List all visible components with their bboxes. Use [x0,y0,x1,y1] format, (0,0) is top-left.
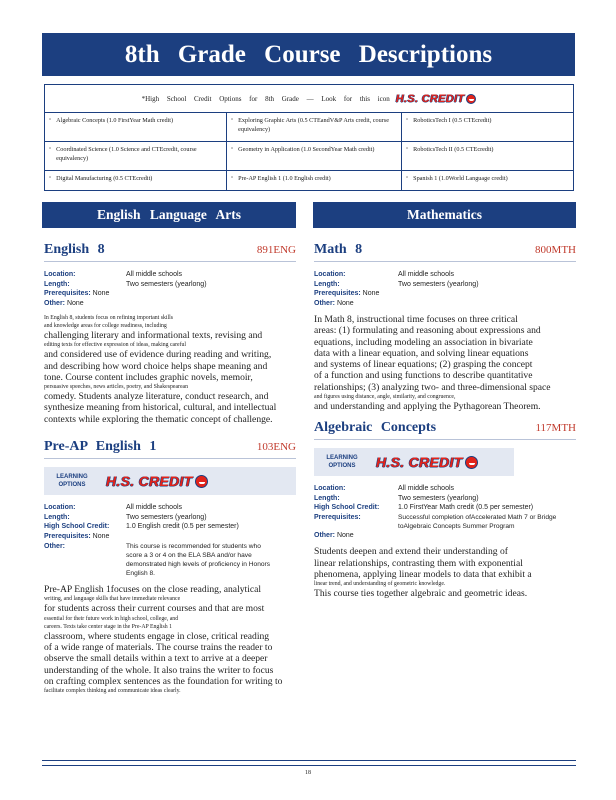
math-column [314,242,576,600]
course-math-8 [314,242,576,412]
description-line: of a function and using functions to describe quantitative [314,370,533,382]
hs-credit-badge-text: H.S. CREDIT [106,473,193,490]
hs-credit-course-text: Geometry in Application (1.0 SecondYear Math credit) [238,146,375,153]
course-info [44,503,296,578]
learning-options-box [314,448,514,476]
description-line: on crafting complex sentences as the foundation for writing to [44,675,283,687]
course-title: English 8 [44,242,105,257]
course-description [44,584,296,695]
hs-credit-label: High School Credit: [314,504,380,512]
course-code: 117MTH [535,422,576,435]
description-line: linear relationships, contrasting them with exponential [314,557,523,569]
course-code: 103ENG [256,441,296,454]
description-line: and knowledge areas for college readiness, including [44,323,167,329]
hs-credit-badge [106,473,208,489]
hs-credit-badge [376,454,478,470]
location-label: Location: [314,485,346,493]
other-value: None [66,299,84,307]
location-value: All middle schools [126,271,183,278]
hs-credit-course-item [45,142,227,171]
description-line: challenging literary and informational texts, revising and [44,330,263,341]
description-line: for students across their current courses and that are most [44,603,265,615]
length-label: Length: [44,280,70,288]
learning-options-label: LEARNING OPTIONS [326,455,358,470]
bullet-icon: ▫ [406,117,409,123]
length-value: Two semesters (yearlong) [398,280,479,288]
course-code: 800MTH [535,244,576,256]
hs-credit-badge [396,93,477,105]
prerequisites-value: None [92,290,110,297]
length-label: Length: [314,494,340,502]
description-line: areas: (1) formulating and reasoning about expressions and [314,325,541,337]
course-algebraic-concepts [314,420,576,599]
description-line: essential for their future work in high school, college, and [44,615,179,622]
description-line: and figures using distance, angle, similarity, and congruence, [314,394,456,401]
hs-credit-courses-grid [45,113,573,191]
description-line: facilitate complex thinking and communicate ideas clearly. [44,688,181,695]
length-value: Two semesters (yearlong) [398,494,479,502]
hs-credit-course-text: Coordinated Science (1.0 Science and CTEcredit, course equivalency) [56,146,197,162]
description-line: In Math 8, instructional time focuses on three critical [314,314,518,325]
footer-divider [42,760,576,766]
other-label: Other: [314,531,335,539]
description-line: contexts while exploring the thematic concept of challenge. [44,413,273,425]
description-line: relationships; (3) analyzing two- and three-dimensional space [314,381,551,393]
hs-credit-course-text: Pre-AP English 1 (1.0 English credit) [238,175,331,182]
description-line: and systems of linear equations; (2) grasping the concept [314,359,533,371]
smiley-icon [195,475,208,488]
bullet-icon: ▫ [49,175,52,181]
description-line: comedy. Students analyze literature, conduct research, and [44,391,269,403]
description-line: persuasive speeches, news articles, poetry, and Shakespearean [44,384,189,391]
page-title: 8th Grade Course Descriptions [42,33,575,76]
description-line: Students deepen and extend their understanding of [314,546,508,558]
prerequisites-label: Prerequisites: [314,290,361,297]
bullet-icon: ▫ [49,117,52,123]
bullet-icon: ▫ [231,146,234,152]
prerequisites-value: Successful completion ofAccelerated Math 7 or Bridge toAlgebraic Concepts Summer Program [398,513,557,530]
length-value: Two semesters (yearlong) [126,280,207,288]
prerequisites-label: Prerequisites: [314,513,361,521]
location-value: All middle schools [398,485,455,493]
course-info [314,484,576,540]
location-label: Location: [44,504,76,512]
course-title: Math 8 [314,242,363,257]
hs-credit-course-item [402,142,573,171]
location-label: Location: [44,271,76,278]
hs-credit-course-text: RoboticsTech I (0.5 CTEcredit) [413,117,492,124]
hs-credit-course-text: RoboticsTech II (0.5 CTEcredit) [413,146,494,153]
ela-column [44,242,296,695]
description-line: writing, and language skills that have immediate relevance [44,596,181,603]
description-line: and understanding and applying the Pythagorean Theorem. [314,401,541,413]
length-label: Length: [314,280,340,288]
prerequisites-label: Prerequisites: [44,532,91,540]
course-header [44,439,296,459]
description-line: This course ties together algebraic and geometric ideas. [314,588,528,600]
other-value: None [336,299,354,307]
smiley-icon [465,456,478,469]
hs-credit-badge-text: H.S. CREDIT [376,454,463,471]
description-line: of a wide range of materials. The course trains the reader to [44,641,273,653]
course-code: 891ENG [256,244,296,256]
hs-credit-badge-text: H.S. CREDIT [395,92,465,105]
hs-credit-course-text: Algebraic Concepts (1.0 FirstYear Math credit) [56,117,174,124]
location-value: All middle schools [398,271,455,278]
course-english-8 [44,242,296,425]
other-label: Other: [314,299,335,307]
course-description [314,546,576,599]
course-description [44,314,296,425]
prerequisites-value: None [92,532,110,540]
hs-credit-options-text: *High School Credit Options for 8th Grade — Look for this icon [141,94,390,103]
description-line: editing texts for effective expression of ideas, making careful [44,342,187,349]
learning-options-label: LEARNING OPTIONS [56,474,88,489]
course-header [44,242,296,262]
hs-credit-options-box [44,84,574,191]
bullet-icon: ▫ [231,117,234,123]
description-line: equations, including modeling an association in bivariate [314,336,533,348]
description-line: synthesize meaning from historical, cultural, and intellectual [44,402,277,414]
hs-credit-course-item [227,113,402,142]
smiley-icon [466,94,476,104]
other-value: None [336,531,354,539]
course-description [314,314,576,412]
course-info [44,270,296,308]
hs-credit-course-item [45,113,227,142]
hs-credit-options-header [45,85,573,113]
hs-credit-course-text: Exploring Graphic Arts (0.5 CTEandV&P Arts credit, course equivalency) [238,117,389,133]
description-line: data with a linear equation, and solving linear equations [314,347,529,359]
description-line: and considered use of evidence during reading and writing, [44,349,272,361]
bullet-icon: ▫ [406,146,409,152]
description-line: phenomena, applying linear models to data that exhibit a [314,568,532,580]
location-label: Location: [314,271,346,278]
description-line: and describing how word choice helps shape meaning and [44,360,268,372]
other-label: Other: [44,299,65,307]
description-line: observe the small details within a text to arrive at a deeper [44,653,268,665]
description-line: understanding of the whole. It also trains the writer to focus [44,664,274,676]
hs-credit-course-item [402,171,573,191]
course-header [314,420,576,440]
bullet-icon: ▫ [231,175,234,181]
course-title: Algebraic Concepts [314,420,437,436]
course-preap-english-1 [44,439,296,695]
hs-credit-course-text: Spanish 1 (1.0World Language credit) [413,175,508,182]
description-line: careers. Texts take center stage in the Pre-AP English 1 [44,623,173,630]
bullet-icon: ▫ [49,146,52,152]
other-value: This course is recommended for students who score a 3 or 4 on the ELA SBA and/or have demonstrated high levels of proficiency in Honors English 8. [126,543,271,578]
course-title: Pre-AP English 1 [44,439,157,455]
description-line: In English 8, students focus on refining important skills [44,315,173,321]
description-line: classroom, where students engage in close, critical reading [44,630,270,642]
hs-credit-value: 1.0 English credit (0.5 per semester) [126,523,239,531]
page-number: 18 [305,770,311,776]
description-line: tone. Course content includes graphic novels, memoir, [44,371,253,383]
length-label: Length: [44,513,70,521]
ela-section-heading: English Language Arts [42,202,296,228]
hs-credit-value: 1.0 FirstYear Math credit (0.5 per semester) [398,504,534,512]
course-header [314,242,576,262]
bullet-icon: ▫ [406,175,409,181]
description-line: linear trend, and understanding of geometric knowledge. [314,581,446,588]
prerequisites-value: None [362,290,380,297]
hs-credit-course-item [227,171,402,191]
hs-credit-course-item [227,142,402,171]
prerequisites-label: Prerequisites: [44,290,91,297]
learning-options-box [44,467,296,495]
length-value: Two semesters (yearlong) [126,513,207,521]
location-value: All middle schools [126,504,183,512]
other-label: Other: [44,543,65,551]
hs-credit-label: High School Credit: [44,523,110,531]
description-line: Pre-AP English 1focuses on the close reading, analytical [44,584,262,596]
hs-credit-course-text: Digital Manufacturing (0.5 CTEcredit) [56,175,153,182]
hs-credit-course-item [402,113,573,142]
math-section-heading: Mathematics [313,202,576,228]
hs-credit-course-item [45,171,227,191]
course-info [314,270,576,308]
